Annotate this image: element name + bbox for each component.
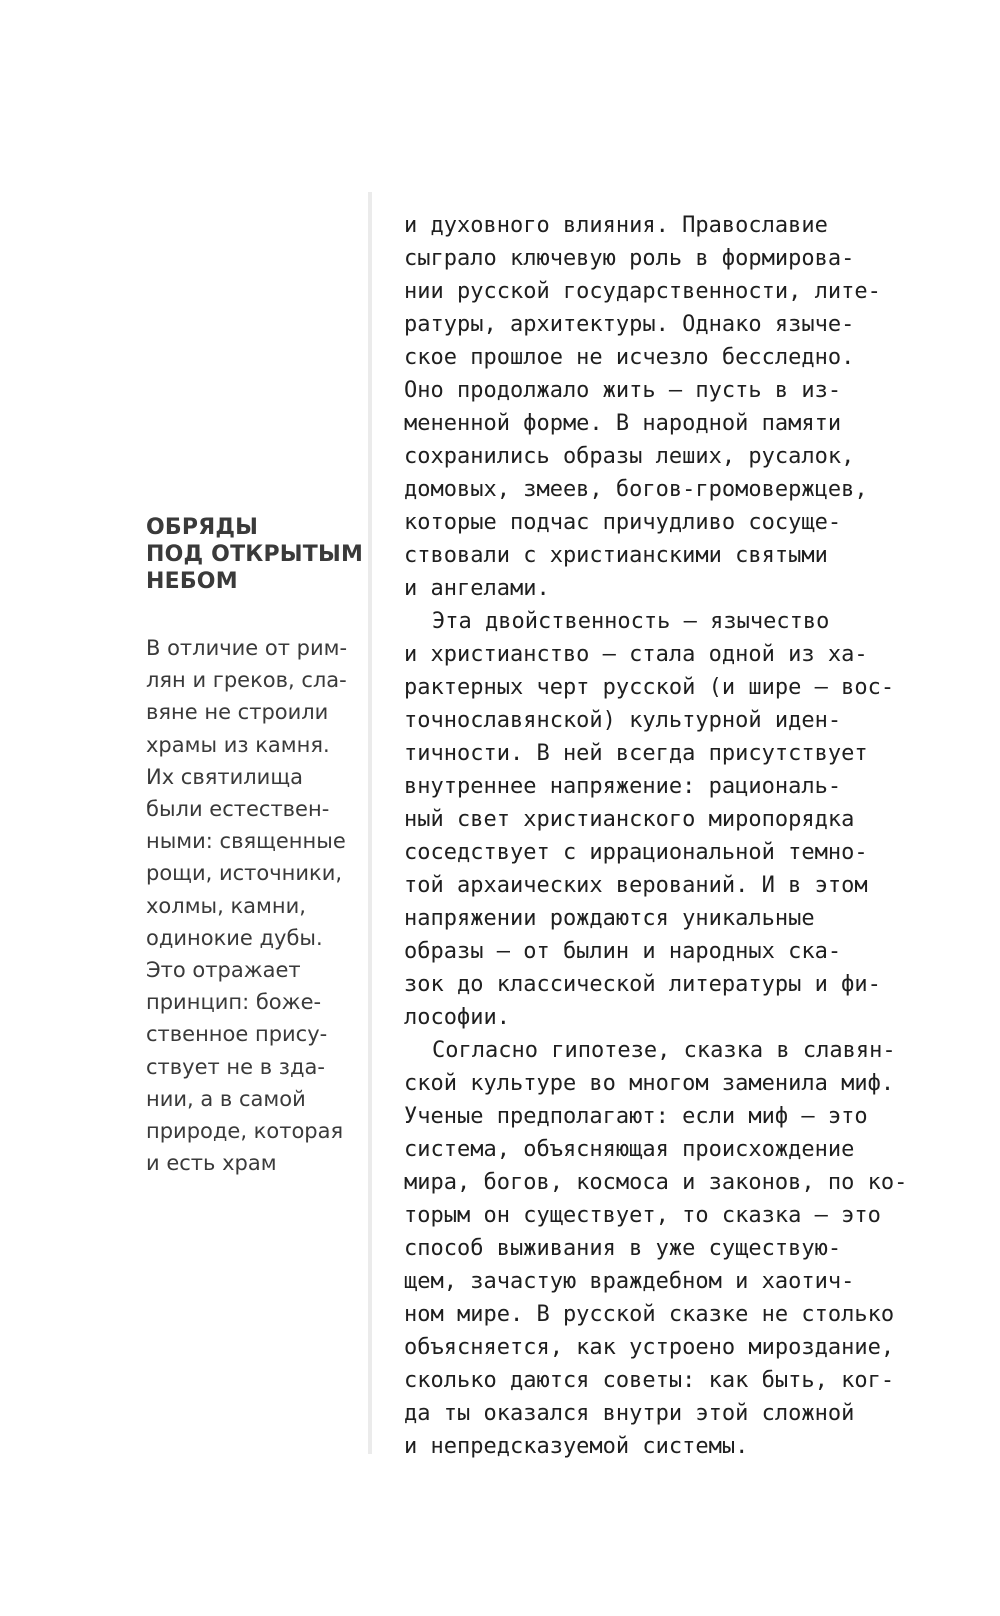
- paragraph-1-line: Оно продолжало жить — пусть в из-: [404, 378, 842, 403]
- paragraph-3-line: торым он существует, то сказка — это: [404, 1203, 881, 1228]
- paragraph-3-line: ской культуре во многом заменила миф.: [404, 1071, 895, 1096]
- sidebar-title-line: ОБРЯДЫ: [146, 515, 259, 540]
- paragraph-3-line: сколько даются советы: как быть, ког-: [404, 1368, 895, 1393]
- sidebar-text-line: принцип: боже-: [146, 990, 322, 1015]
- paragraph-2-line: тичности. В ней всегда присутствует: [404, 741, 868, 766]
- sidebar-text: [146, 632, 346, 1179]
- column-divider: [368, 192, 372, 1454]
- sidebar-text-line: нии, а в самой: [146, 1086, 306, 1111]
- main-text: [404, 209, 916, 1463]
- sidebar-text-line: одинокие дубы.: [146, 925, 323, 950]
- paragraph-1-line: которые подчас причудливо сосуще-: [404, 510, 842, 535]
- paragraph-3-line: да ты оказался внутри этой сложной: [404, 1401, 855, 1426]
- sidebar-title-line: НЕБОМ: [146, 569, 238, 594]
- paragraph-3-line: Согласно гипотезе, сказка в славян-: [432, 1038, 896, 1063]
- paragraph-3-line: щем, зачастую враждебном и хаотич-: [404, 1269, 855, 1294]
- paragraph-3-line: Ученые предполагают: если миф — это: [404, 1104, 868, 1129]
- sidebar-note: [146, 514, 364, 1179]
- paragraph-2-line: лософии.: [404, 1005, 510, 1030]
- paragraph-2-line: той архаических верований. И в этом: [404, 873, 868, 898]
- paragraph-2-line: зок до классической литературы и фи-: [404, 972, 881, 997]
- paragraph-3-line: объясняется, как устроено мироздание,: [404, 1335, 895, 1360]
- sidebar-text-line: лян и греков, сла-: [146, 668, 347, 693]
- sidebar-text-line: холмы, камни,: [146, 893, 306, 918]
- sidebar-text-line: Их святилища: [146, 764, 303, 789]
- paragraph-1-line: сыграло ключевую роль в формирова-: [404, 246, 855, 271]
- paragraph-1-line: и духовного влияния. Православие: [404, 213, 828, 238]
- sidebar-text-line: и есть храм: [146, 1151, 277, 1176]
- paragraph-1-line: ратуры, архитектуры. Однако языче-: [404, 312, 855, 337]
- paragraph-2-line: рактерных черт русской (и шире — вос-: [404, 675, 895, 700]
- paragraph-1-line: ствовали с христианскими святыми: [404, 543, 828, 568]
- paragraph-3-line: способ выживания в уже существую-: [404, 1236, 842, 1261]
- paragraph-2-line: напряжении рождаются уникальные: [404, 906, 815, 931]
- sidebar-text-line: Это отражает: [146, 958, 301, 983]
- paragraph-1-line: мененной форме. В народной памяти: [404, 411, 842, 436]
- paragraph-2-line: ный свет христианского миропорядка: [404, 807, 855, 832]
- sidebar-text-line: вяне не строили: [146, 700, 329, 725]
- sidebar-text-line: ными: священные: [146, 829, 346, 854]
- paragraph-3-line: система, объясняющая происхождение: [404, 1137, 855, 1162]
- paragraph-2-line: соседствует с иррациональной темно-: [404, 840, 868, 865]
- sidebar-text-line: ственное прису-: [146, 1022, 328, 1047]
- paragraph-2-line: Эта двойственность — язычество: [432, 609, 830, 634]
- paragraph-1-line: нии русской государственности, лите-: [404, 279, 881, 304]
- paragraph-1-line: и ангелами.: [404, 576, 550, 601]
- paragraph-2-line: и христианство — стала одной из ха-: [404, 642, 868, 667]
- sidebar-title: [146, 514, 364, 595]
- sidebar-text-line: природе, которая: [146, 1119, 344, 1144]
- paragraph-1-line: сохранились образы леших, русалок,: [404, 444, 855, 469]
- paragraph-2-line: внутреннее напряжение: рациональ-: [404, 774, 842, 799]
- sidebar-text-line: ствует не в зда-: [146, 1054, 325, 1079]
- sidebar-text-line: храмы из камня.: [146, 732, 330, 757]
- sidebar-text-line: были естествен-: [146, 797, 330, 822]
- paragraph-2-line: образы — от былин и народных ска-: [404, 939, 842, 964]
- paragraph-3-line: ном мире. В русской сказке не столько: [404, 1302, 895, 1327]
- paragraph-3-line: мира, богов, космоса и законов, по ко-: [404, 1170, 908, 1195]
- paragraph-3-line: и непредсказуемой системы.: [404, 1434, 749, 1459]
- sidebar-text-line: рощи, источники,: [146, 861, 343, 886]
- paragraph-2-line: точнославянской) культурной иден-: [404, 708, 842, 733]
- sidebar-text-line: В отличие от рим-: [146, 636, 348, 660]
- sidebar-title-line: ПОД ОТКРЫТЫМ: [146, 542, 364, 567]
- paragraph-1-line: ское прошлое не исчезло бесследно.: [404, 345, 855, 370]
- paragraph-1-line: домовых, змеев, богов-громовержцев,: [404, 477, 868, 502]
